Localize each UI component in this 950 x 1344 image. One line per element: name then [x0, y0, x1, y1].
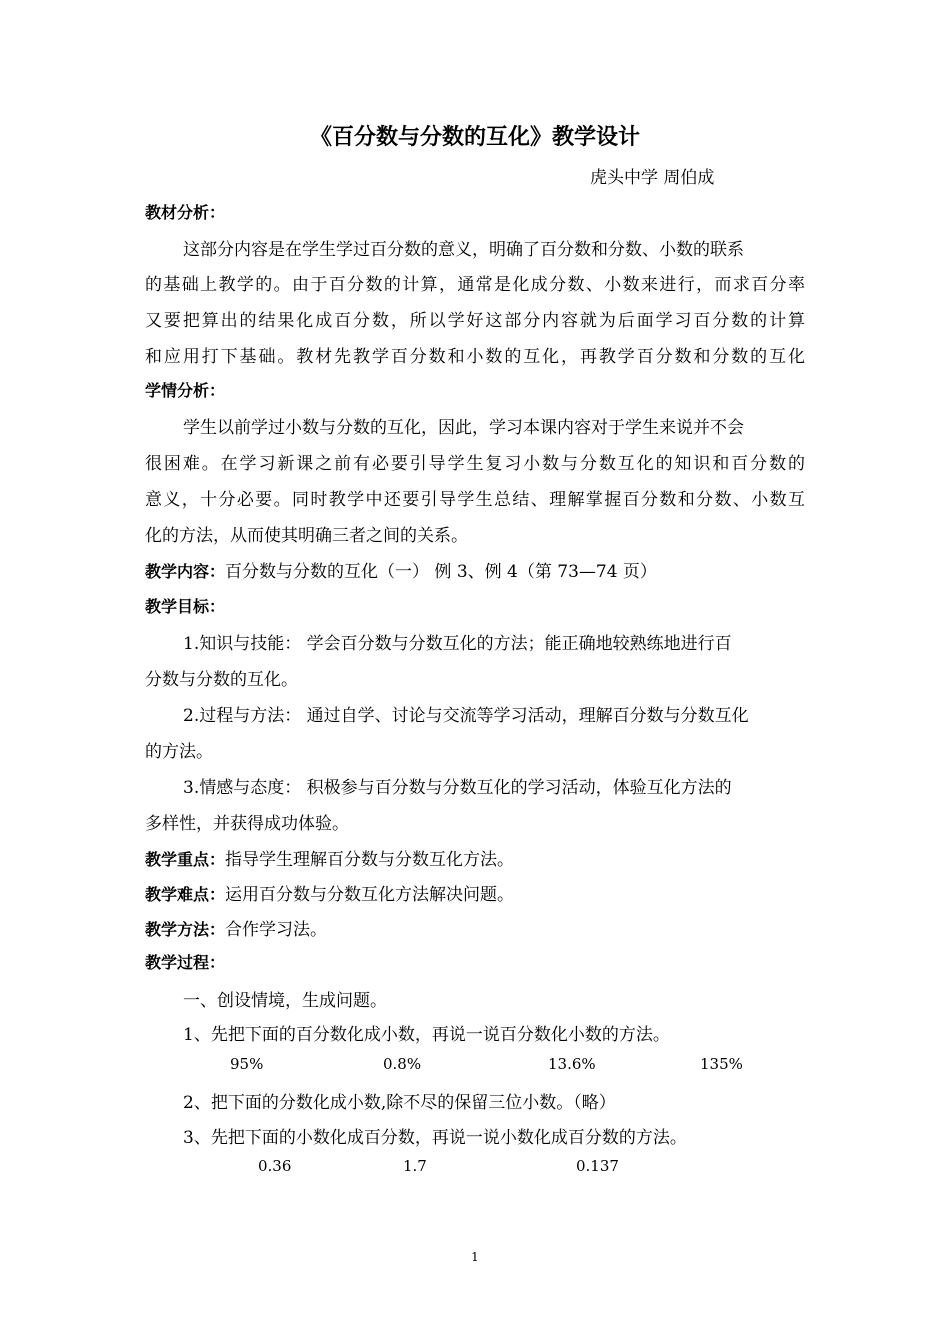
teaching-content-row: [145, 557, 657, 582]
paragraph-line: 和应用打下基础。教材先教学百分数和小数的互化，再教学百分数和分数的互化: [145, 347, 805, 367]
paragraph-line: 学生以前学过小数与分数的互化，因此，学习本课内容对于学生来说并不会: [183, 418, 744, 438]
difficulty-text: 运用百分数与分数互化方法解决问题。: [225, 885, 515, 905]
teaching-content-text: 百分数与分数的互化（一） 例 3、例 4（第 73—74 页）: [225, 562, 657, 582]
document-title: 《百分数与分数的互化》教学设计: [309, 125, 640, 150]
paragraph-line: 又要把算出的结果化成百分数，所以学好这部分内容就为后面学习百分数的计算: [145, 311, 805, 331]
author-line: 虎头中学 周伯成: [590, 168, 715, 188]
goal-line: 的方法。: [145, 742, 213, 762]
q1-value: 95%: [230, 1055, 264, 1073]
goal-line: 1.知识与技能： 学会百分数与分数互化的方法；能正确地较熟练地进行百: [183, 634, 732, 654]
paragraph-line: 化的方法，从而使其明确三者之间的关系。: [145, 526, 468, 546]
key-point-heading: 教学重点：: [145, 850, 226, 869]
goal-line: 3.情感与态度： 积极参与百分数与分数互化的学习活动，体验互化方法的: [183, 778, 732, 798]
goal-line: 2.过程与方法： 通过自学、讨论与交流等学习活动，理解百分数与分数互化: [183, 706, 749, 726]
difficulty-heading: 教学难点：: [145, 885, 226, 904]
question-1: 1、先把下面的百分数化成小数，再说一说百分数化小数的方法。: [183, 1025, 670, 1045]
q3-value: 1.7: [403, 1157, 427, 1175]
q1-value: 135%: [700, 1055, 743, 1073]
process-heading: 教学过程：: [145, 953, 226, 972]
question-3: 3、先把下面的小数化成百分数，再说一说小数化成百分数的方法。: [183, 1128, 687, 1148]
student-analysis-heading: 学情分析：: [145, 381, 226, 400]
q3-value: 0.36: [258, 1157, 292, 1175]
paragraph-line: 意义，十分必要。同时教学中还要引导学生总结、理解掌握百分数和分数、小数互: [145, 490, 805, 510]
process-step: 一、创设情境，生成问题。: [183, 991, 387, 1011]
paragraph-line: 这部分内容是在学生学过百分数的意义，明确了百分数和分数、小数的联系: [183, 240, 744, 260]
q1-value: 0.8%: [383, 1055, 422, 1073]
method-text: 合作学习法。: [225, 920, 328, 940]
paragraph-line: 很困难。在学习新课之前有必要引导学生复习小数与分数互化的知识和百分数的: [145, 454, 805, 474]
q1-value: 13.6%: [548, 1055, 596, 1073]
key-point-text: 指导学生理解百分数与分数互化方法。: [225, 850, 515, 870]
page-number: 1: [471, 1250, 479, 1264]
goal-line: 多样性，并获得成功体验。: [145, 814, 349, 834]
method-heading: 教学方法：: [145, 920, 226, 939]
material-analysis-heading: 教材分析：: [145, 203, 226, 222]
difficulty-row: [145, 880, 514, 905]
goal-line: 分数与分数的互化。: [145, 670, 298, 690]
teaching-content-heading: 教学内容：: [145, 562, 226, 581]
paragraph-line: 的基础上教学的。由于百分数的计算，通常是化成分数、小数来进行，而求百分率: [145, 275, 805, 295]
teaching-goals-heading: 教学目标：: [145, 597, 226, 616]
q3-value: 0.137: [576, 1157, 619, 1175]
key-point-row: [145, 845, 514, 870]
question-2: 2、把下面的分数化成小数,除不尽的保留三位小数。（略）: [183, 1093, 616, 1113]
method-row: [145, 915, 327, 940]
